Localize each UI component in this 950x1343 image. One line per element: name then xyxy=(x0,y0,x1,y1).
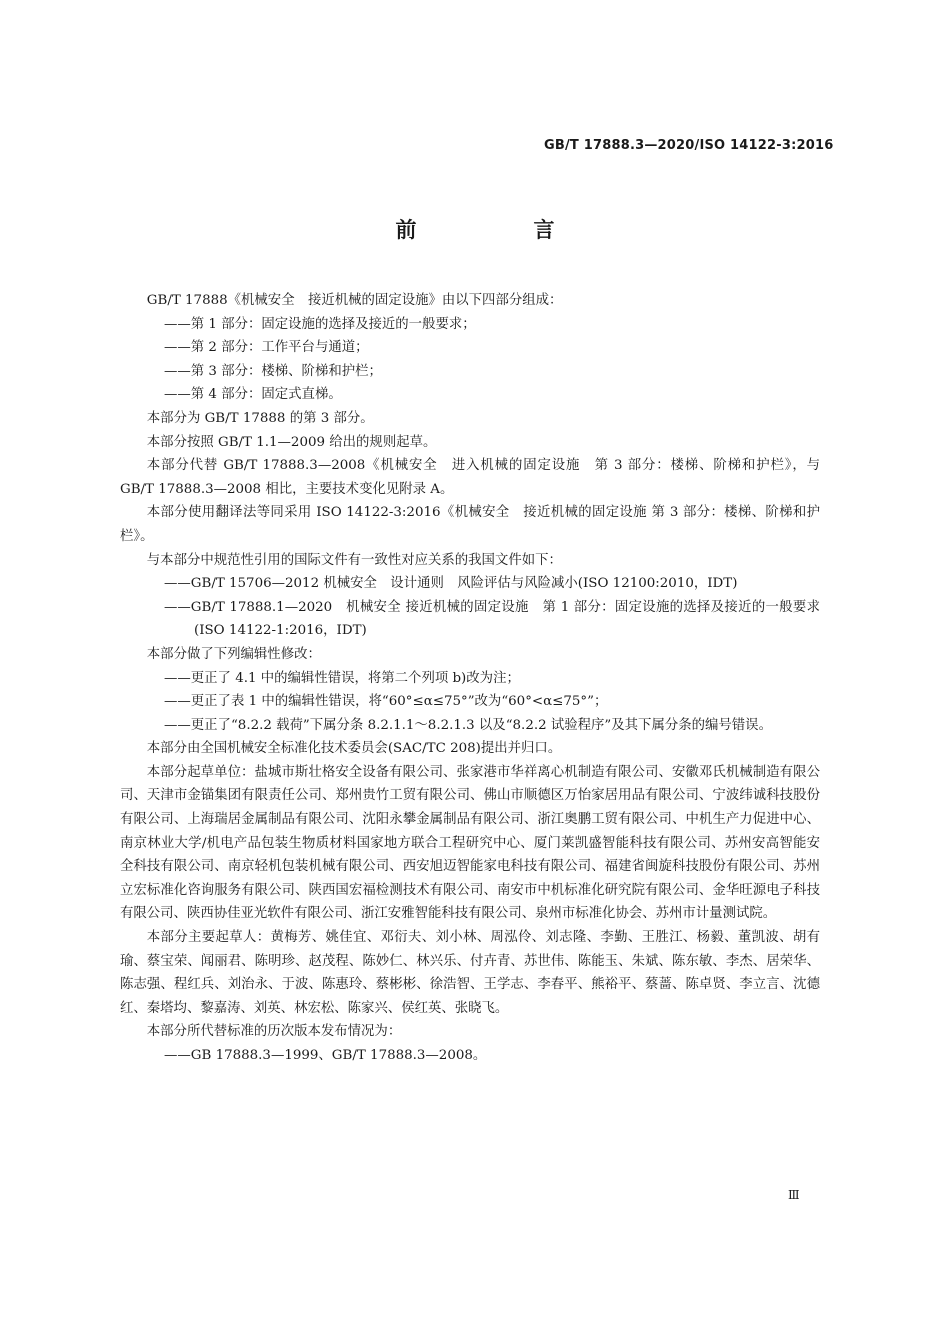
paragraph: 本部分为 GB/T 17888 的第 3 部分。 xyxy=(146,410,374,426)
list-item: ——更正了 4.1 中的编辑性错误，将第二个列项 b)改为注； xyxy=(164,670,520,686)
paragraph: 本部分做了下列编辑性修改： xyxy=(146,646,321,662)
list-item: ——第 1 部分：固定设施的选择及接近的一般要求； xyxy=(164,316,476,332)
standard-code: GB/T 17888.3—2020/ISO 14122-3:2016 xyxy=(544,138,834,153)
page-number: Ⅲ xyxy=(788,1188,800,1202)
list-item: ——更正了“8.2.2 载荷”下属分条 8.2.1.1～8.2.1.3 以及“8.2.2 试验程序”及其下属分条的编号错误。 xyxy=(164,717,772,733)
paragraph: 本部分代替 GB/T 17888.3—2008《机械安全 进入机械的固定设施 第 3 部分：楼梯、阶梯和护栏》，与 GB/T 17888.3—2008 相比，主要技术变化见附录 A。 xyxy=(120,458,820,497)
paragraph: 本部分起草单位：盐城市斯壮格安全设备有限公司、张家港市华祥离心机制造有限公司、安徽邓氏机械制造有限公司、天津市金锚集团有限责任公司、郑州贵竹工贸有限公司、佛山市顺德区万怡家居用品有限公司、宁波纬诚科技股份有限公司、上海瑞居金属制品有限公司、沈阳永攀金属制品有限公司、浙江奥鹏工贸有限公司、中机生产力促进中心、南京林业大学/机电产品包装生物质材料国家地方联合工程研究中心、厦门莱凯盛智能科技有限公司、苏州安高智能安全科技有限公司、南京轻机包装机械有限公司、西安旭迈智能家电科技有限公司、福建省闽旋科技股份有限公司、苏州立宏标准化咨询服务有限公司、陕西国宏福检测技术有限公司、南安市中机标准化研究院有限公司、金华旺源电子科技有限公司、陕西协佳亚光软件有限公司、浙江安雅智能科技有限公司、泉州市标准化协会、苏州市计量测试院。 xyxy=(120,764,820,922)
list-item: ——第 2 部分：工作平台与通道； xyxy=(164,340,369,356)
paragraph: 本部分按照 GB/T 1.1—2009 给出的规则起草。 xyxy=(146,434,437,450)
list-item: ——更正了表 1 中的编辑性错误，将“60°≤α≤75°”改为“60°<α≤75°”； xyxy=(164,694,608,710)
paragraph: 本部分使用翻译法等同采用 ISO 14122-3:2016《机械安全 接近机械的固定设施 第 3 部分：楼梯、阶梯和护栏》。 xyxy=(120,505,820,544)
paragraph: GB/T 17888《机械安全 接近机械的固定设施》由以下四部分组成： xyxy=(146,293,563,308)
paragraph: 本部分所代替标准的历次版本发布情况为： xyxy=(146,1024,402,1040)
list-item: ——第 3 部分：楼梯、阶梯和护栏； xyxy=(164,363,382,379)
paragraph: 本部分主要起草人：黄梅芳、姚佳宜、邓衍夫、刘小林、周泓伶、刘志隆、李勤、王胜江、杨毅、董凯波、胡有瑜、蔡宝荣、闻丽君、陈明珍、赵茂程、陈妙仁、林兴乐、付卉青、苏世伟、陈能玉、朱斌、陈东敏、李杰、居荣华、陈志强、程红兵、刘治永、于波、陈惠玲、蔡彬彬、徐浩智、王学志、李春平、熊裕平、蔡蔷、陈卓贤、李立言、沈德红、秦塔均、黎嘉涛、刘英、林宏松、陈家兴、侯红英、张晓飞。 xyxy=(120,930,820,1016)
paragraph: 与本部分中规范性引用的国际文件有一致性对应关系的我国文件如下： xyxy=(146,552,562,568)
document-body xyxy=(120,289,820,1068)
list-item: ——第 4 部分：固定式直梯。 xyxy=(164,387,342,403)
paragraph: 本部分由全国机械安全标准化技术委员会(SAC/TC 208)提出并归口。 xyxy=(146,741,562,757)
list-item: ——GB/T 15706—2012 机械安全 设计通则 风险评估与风险减小(ISO 12100:2010，IDT) xyxy=(164,576,738,592)
list-item: ——GB/T 17888.1—2020 机械安全 接近机械的固定设施 第 1 部分：固定设施的选择及接近的一般要求(ISO 14122-1:2016，IDT) xyxy=(164,599,820,639)
list-item: ——GB 17888.3—1999、GB/T 17888.3—2008。 xyxy=(164,1048,487,1063)
page-title: 前 言 xyxy=(395,218,603,242)
